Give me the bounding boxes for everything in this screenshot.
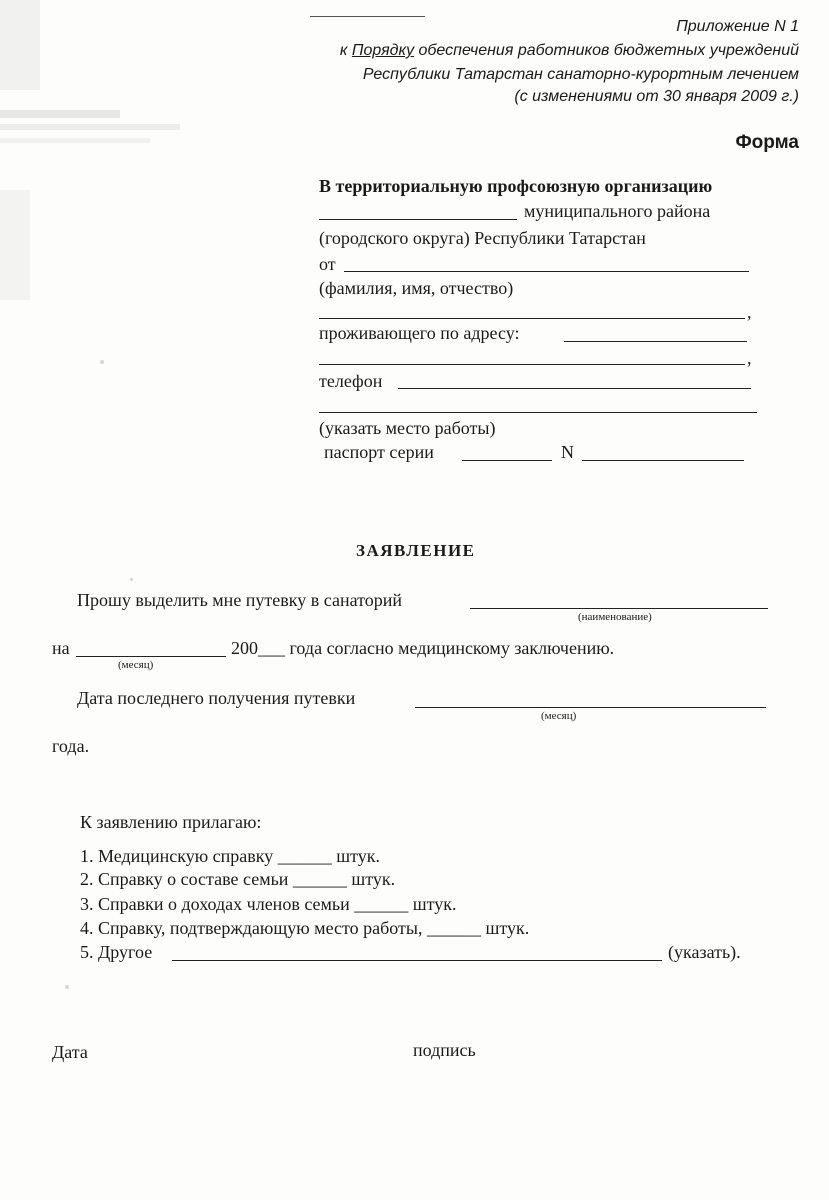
okrug-label: (городского округа) Республики Татарстан xyxy=(319,228,646,248)
fio-blank[interactable] xyxy=(319,318,745,319)
on-label: на xyxy=(52,638,70,658)
year-end: года. xyxy=(52,736,90,756)
last-date-blank[interactable] xyxy=(415,707,766,708)
other-blank[interactable] xyxy=(172,960,662,961)
appendix-number: Приложение N 1 xyxy=(676,18,799,35)
month-blank[interactable] xyxy=(76,656,226,657)
from-label: от xyxy=(319,254,336,274)
attachment-item: 4. Справку, подтверждающую место работы, ______ штук. xyxy=(80,918,530,938)
appendix-prefix: к xyxy=(339,42,352,59)
date-label: Дата xyxy=(52,1042,88,1062)
last-date-month-caption: (месяц) xyxy=(541,710,577,722)
attachments-intro: К заявлению прилагаю: xyxy=(80,812,262,832)
address-blank-2[interactable] xyxy=(319,364,745,365)
passport-number-label: N xyxy=(561,442,574,462)
sanatorium-caption: (наименование) xyxy=(578,611,652,623)
work-blank[interactable] xyxy=(319,412,757,413)
last-date-label: Дата последнего получения путевки xyxy=(77,688,356,708)
application-title: ЗАЯВЛЕНИЕ xyxy=(356,541,476,560)
form-label: Форма xyxy=(735,132,799,153)
attachment-item: 1. Медицинскую справку ______ штук. xyxy=(80,846,380,866)
appendix-amendment: (с изменениями от 30 января 2009 г.) xyxy=(514,88,799,105)
appendix-subject: Республики Татарстан санаторно-курортным лечением xyxy=(362,66,799,83)
addressee-title: В территориальную профсоюзную организацию xyxy=(319,176,713,196)
address-blank[interactable] xyxy=(564,341,747,342)
attachment-item: 2. Справку о составе семьи ______ штук. xyxy=(80,869,396,889)
address-comma: , xyxy=(747,348,752,368)
year-text: 200___ года согласно медицинскому заключению. xyxy=(231,638,615,658)
fio-caption: (фамилия, имя, отчество) xyxy=(319,278,514,298)
order-link[interactable]: Порядку xyxy=(351,42,415,59)
appendix-reference xyxy=(340,42,799,60)
attachment-item: 5. Другое xyxy=(80,942,153,962)
phone-blank[interactable] xyxy=(398,388,751,389)
district-blank[interactable] xyxy=(319,219,517,220)
passport-label: паспорт серии xyxy=(324,442,434,462)
passport-series-blank[interactable] xyxy=(462,460,552,461)
address-label: проживающего по адресу: xyxy=(319,323,520,343)
appendix-reference-rest: обеспечения работников бюджетных учреждений xyxy=(414,42,799,59)
request-text: Прошу выделить мне путевку в санаторий xyxy=(77,590,403,610)
month-caption: (месяц) xyxy=(118,659,154,671)
district-label: муниципального района xyxy=(524,201,711,221)
phone-label: телефон xyxy=(319,371,383,391)
from-blank[interactable] xyxy=(344,271,749,272)
sanatorium-blank[interactable] xyxy=(470,608,768,609)
other-suffix: (указать). xyxy=(668,942,741,962)
passport-number-blank[interactable] xyxy=(582,460,744,461)
signature-label: подпись xyxy=(413,1040,476,1060)
fio-comma: , xyxy=(747,302,752,322)
work-caption: (указать место работы) xyxy=(319,418,496,438)
attachment-item: 3. Справки о доходах членов семьи ______ штук. xyxy=(80,894,457,914)
